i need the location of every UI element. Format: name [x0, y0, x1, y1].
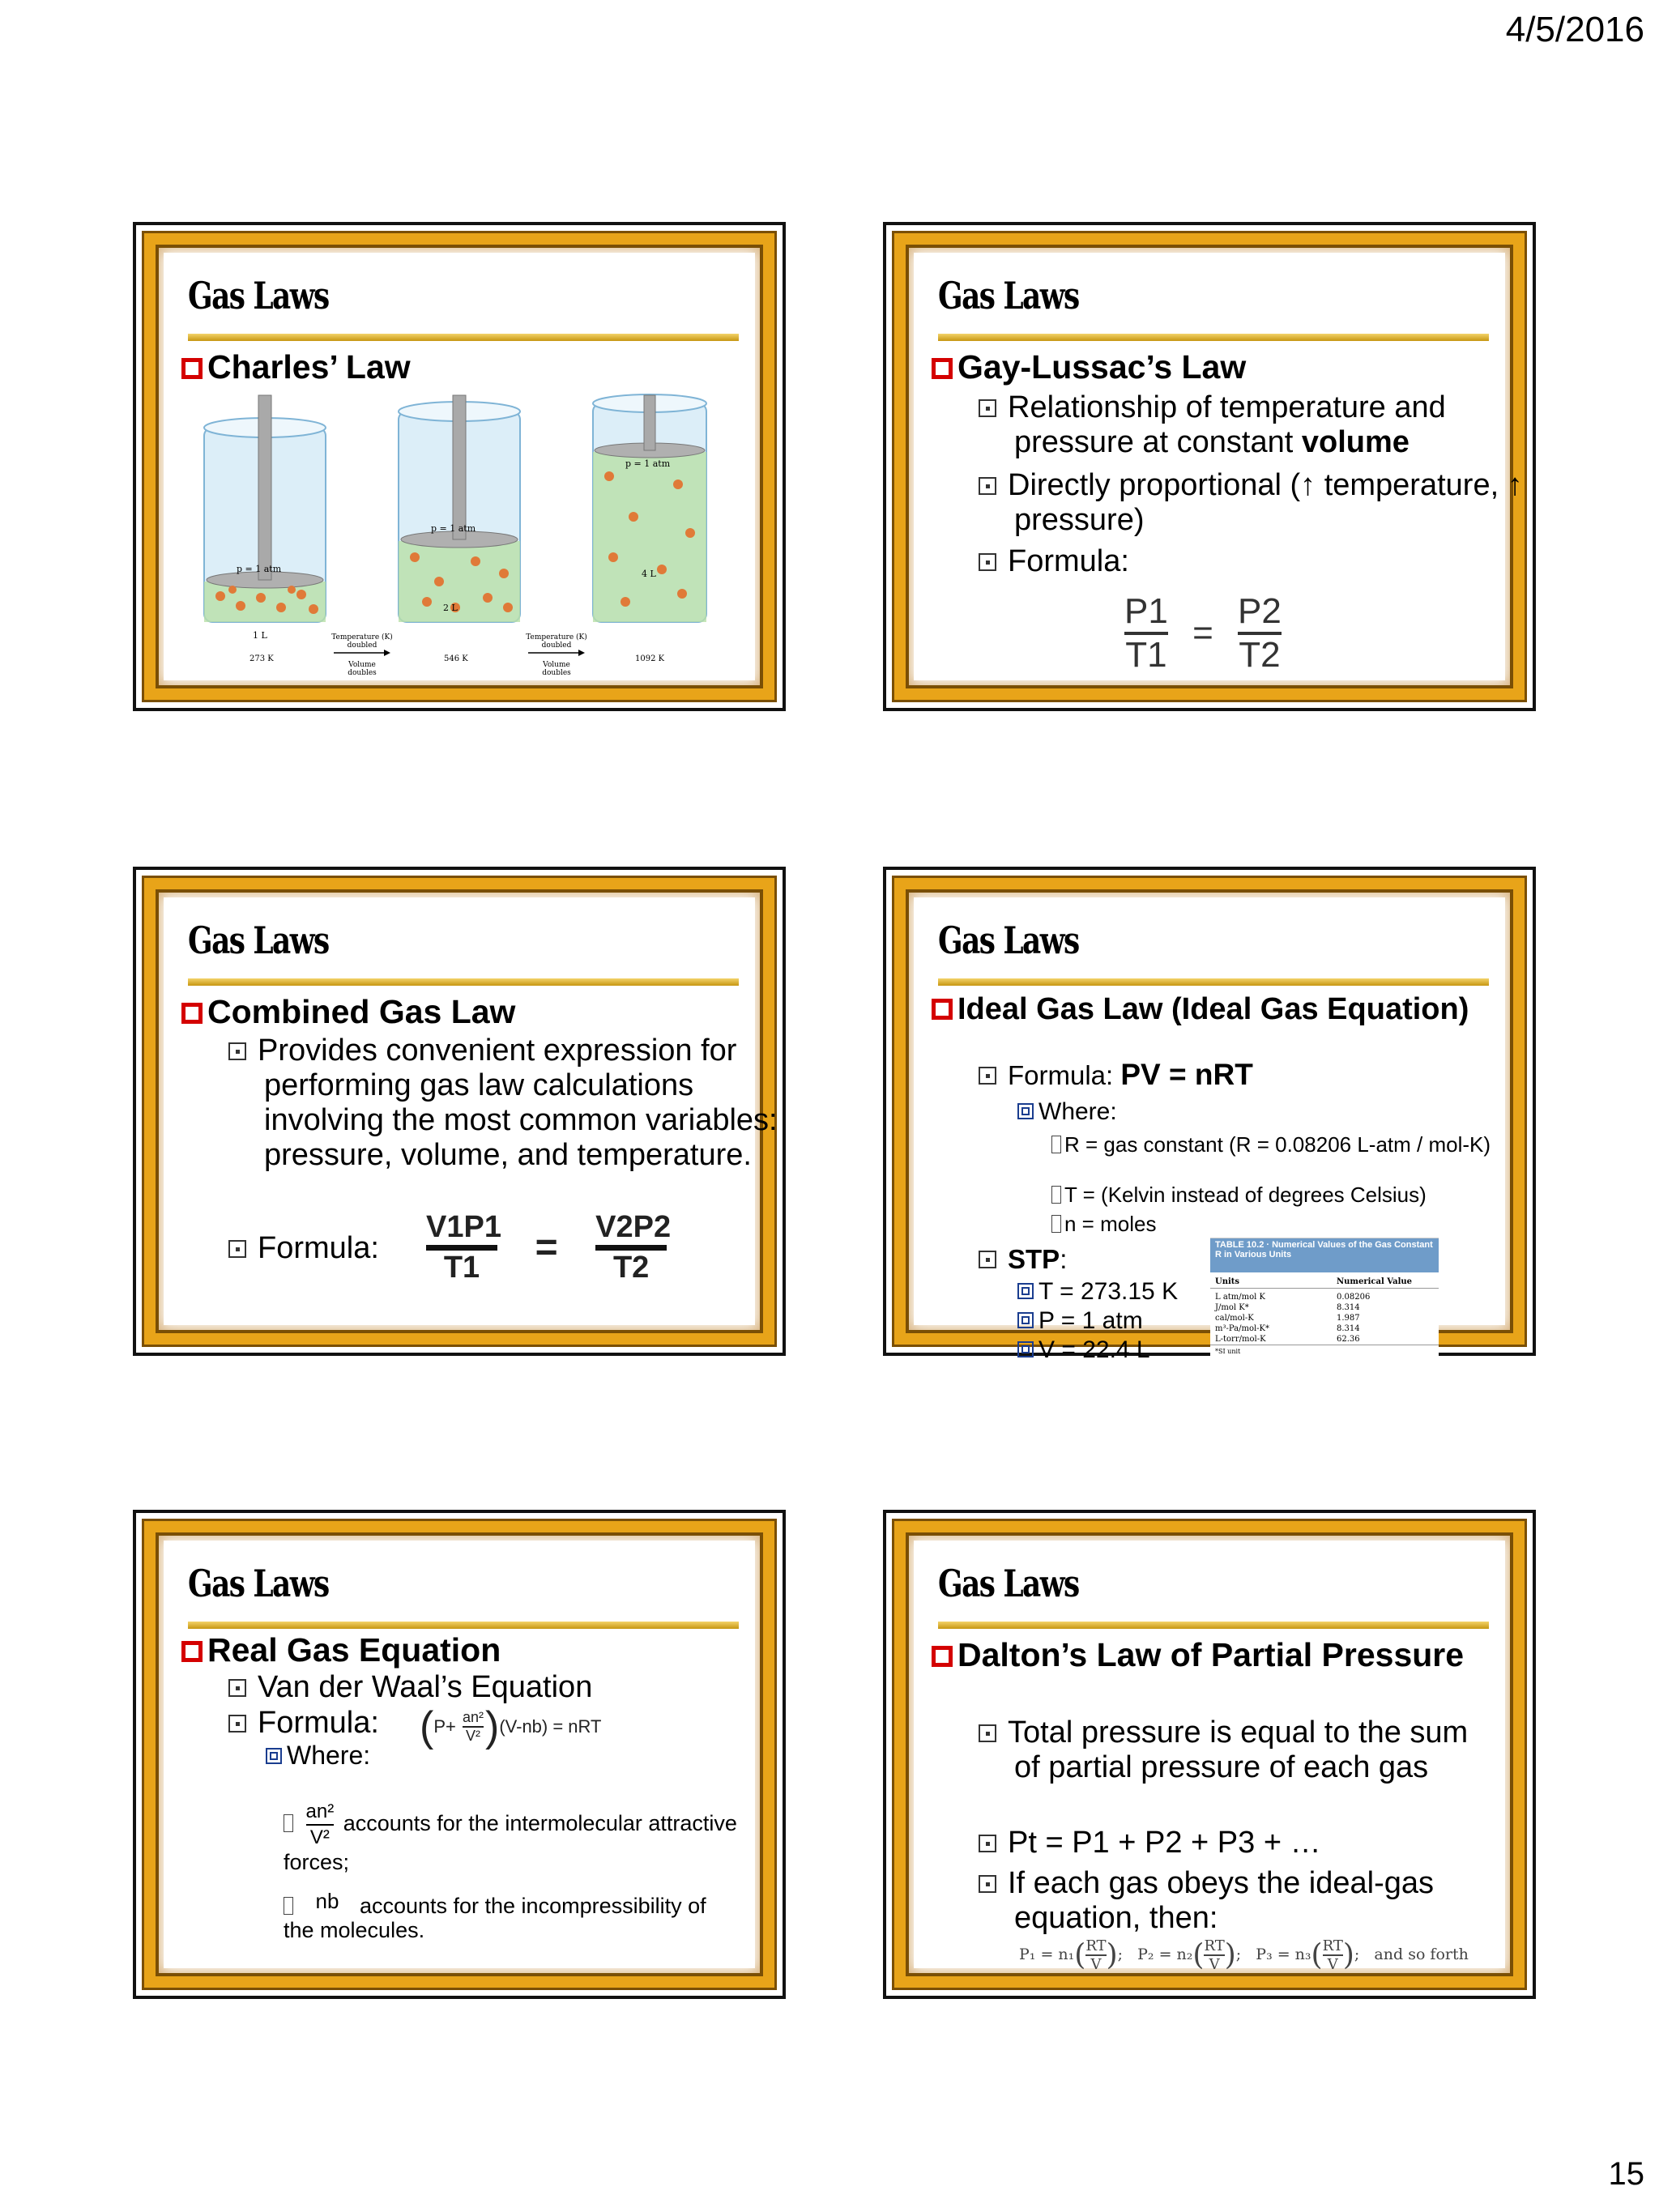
- slide-gay-lussac-law: [883, 222, 1536, 711]
- slide-heading: Real Gas Equation: [181, 1631, 501, 1669]
- slide-title: Gas Laws: [938, 918, 1079, 962]
- table-row: J/mol K* 8.314: [1215, 1303, 1360, 1312]
- r-definition: R = gas constant (R = 0.08206 L-atm / mol-K): [1051, 1134, 1526, 1155]
- table-row: m³-Pa/mol-K* 8.314: [1215, 1324, 1360, 1333]
- bullet-stp: STP:: [979, 1244, 1067, 1275]
- table-caption: TABLE 10.2 · Numerical Values of the Gas Constant R in Various Units: [1210, 1238, 1439, 1272]
- table-footnote: *SI unit: [1215, 1348, 1241, 1355]
- sub-bullet-icon: [979, 553, 996, 571]
- arrow-2-top-label: Temperature (K) doubled: [526, 633, 587, 650]
- missing-glyph-icon: [284, 1897, 293, 1915]
- bullet-box-icon: [932, 1646, 953, 1667]
- where-label: Where:: [266, 1743, 370, 1767]
- partial-pressure-equations: P₁ = n₁( $\frac{RT}{V}$ ); P₂ = n₂( $\frac{RT}{V}$ ); P₃ = n₃( $\frac{RT}{V}$ ); and so forth: [1019, 1937, 1469, 1973]
- missing-glyph-icon: [1051, 1186, 1061, 1204]
- bullet-box-icon: [932, 358, 953, 379]
- sub-bullet-icon: [228, 1042, 246, 1060]
- van-der-waals-formula: (P+ $\frac{\text{an²}}{\text{V²}}$ )(V-nb) = nRT: [420, 1703, 602, 1750]
- sub-sub-bullet-icon: [266, 1748, 282, 1764]
- bullet-relationship: Relationship of temperature and pressure at constant volume: [979, 390, 1533, 460]
- missing-glyph-icon: [1051, 1215, 1061, 1233]
- cylinder-1: [204, 395, 326, 622]
- bullet-formula: Formula:: [228, 1706, 379, 1741]
- term-incompressibility: nb accounts for the incompressibility of the molecules.: [284, 1889, 706, 1942]
- page-date: 4/5/2016: [1505, 10, 1644, 49]
- up-arrow-icon: ↑: [1300, 468, 1316, 502]
- title-rule: [938, 1622, 1489, 1629]
- table-col-units: Units: [1215, 1277, 1240, 1286]
- stp-pressure: P = 1 atm: [1017, 1309, 1143, 1333]
- sub-bullet-icon: [979, 477, 996, 495]
- sub-bullet-icon: [979, 1251, 996, 1268]
- slide-title: Gas Laws: [188, 274, 329, 318]
- slide-heading: Gay-Lussac’s Law: [932, 348, 1246, 386]
- sub-bullet-icon: [228, 1715, 246, 1733]
- sub-sub-bullet-icon: [1017, 1341, 1034, 1357]
- slide-title: Gas Laws: [938, 274, 1079, 318]
- bullet-box-icon: [932, 999, 953, 1020]
- slide-heading: Ideal Gas Law (Ideal Gas Equation): [932, 993, 1481, 1025]
- bullet-total-pressure: Total pressure is equal to the sum of partial pressure of each gas: [979, 1715, 1500, 1785]
- bullet-pt-equation: Pt = P1 + P2 + P3 + …: [979, 1826, 1321, 1860]
- up-arrow-icon: ↑: [1507, 468, 1523, 502]
- stp-volume: V = 22.4 L: [1017, 1338, 1150, 1362]
- bullet-formula: Formula:: [228, 1231, 379, 1266]
- sub-bullet-icon: [228, 1679, 246, 1697]
- arrow-2-bottom-label: Volume doubles: [542, 661, 571, 677]
- pressure-label-3: p = 1 atm: [625, 458, 671, 469]
- temp-label-3: 1092 K: [635, 654, 665, 663]
- slide-combined-gas-law: [133, 867, 786, 1356]
- pressure-label-2: p = 1 atm: [431, 523, 476, 534]
- table-row: cal/mol-K 1.987: [1215, 1314, 1360, 1323]
- title-rule: [188, 334, 739, 341]
- cylinder-2: [399, 395, 520, 622]
- pressure-label-1: p = 1 atm: [237, 564, 282, 574]
- bullet-box-icon: [181, 1003, 203, 1024]
- title-rule: [188, 978, 739, 986]
- temp-label-2: 546 K: [444, 654, 468, 663]
- title-rule: [938, 334, 1489, 341]
- arrow-1-top-label: Temperature (K) doubled: [331, 633, 393, 650]
- gay-lussac-formula: $\frac{P1}{T1}$ = $\frac{P2}{T2}$: [1124, 591, 1282, 675]
- sub-bullet-icon: [228, 1240, 246, 1258]
- table-row: L atm/mol K 0.08206: [1215, 1293, 1371, 1302]
- sub-bullet-icon: [979, 1835, 996, 1852]
- volume-label-3: 4 L: [642, 569, 656, 579]
- slide-ideal-gas-law: [883, 867, 1536, 1363]
- missing-glyph-icon: [284, 1814, 293, 1832]
- sub-bullet-icon: [979, 1875, 996, 1893]
- table-col-value: Numerical Value: [1337, 1277, 1413, 1286]
- bullet-formula: Formula:: [979, 544, 1129, 579]
- title-rule: [938, 978, 1489, 986]
- bullet-formula: Formula: PV = nRT: [979, 1059, 1253, 1091]
- bullet-ideal-gas-condition: If each gas obeys the ideal-gas equation, then:: [979, 1866, 1500, 1936]
- slide-heading: Charles’ Law: [181, 348, 411, 386]
- t-definition: T = (Kelvin instead of degrees Celsius): [1051, 1183, 1427, 1207]
- bullet-directly-proportional: Directly proportional (↑ temperature, ↑ pressure): [979, 468, 1533, 538]
- slide-heading: Dalton’s Law of Partial Pressure: [932, 1636, 1481, 1673]
- n-definition: n = moles: [1051, 1212, 1156, 1236]
- volume-label-1: 1 L: [253, 630, 267, 641]
- sub-sub-bullet-icon: [1017, 1103, 1034, 1119]
- slide-title: Gas Laws: [188, 1562, 329, 1605]
- volume-label-2: 2 L: [443, 603, 458, 613]
- temp-label-1: 273 K: [249, 654, 274, 663]
- slide-title: Gas Laws: [938, 1562, 1079, 1605]
- cylinder-3: [593, 394, 706, 622]
- slide-title: Gas Laws: [188, 918, 329, 962]
- gas-constant-table: [1210, 1238, 1439, 1376]
- missing-glyph-icon: [1051, 1136, 1061, 1153]
- table-row: L-torr/mol-K 62.36: [1210, 1334, 1439, 1345]
- slide-daltons-law: [883, 1510, 1536, 1999]
- sub-bullet-icon: [979, 1724, 996, 1742]
- page-number: 15: [1608, 2156, 1644, 2192]
- bullet-box-icon: [181, 1641, 203, 1662]
- combined-formula: V1P1 T1 = V2P2 T2: [426, 1210, 672, 1285]
- sub-bullet-icon: [979, 1067, 996, 1085]
- sub-bullet-icon: [979, 399, 996, 417]
- where-label: Where:: [1017, 1100, 1117, 1124]
- term-attractive-forces: $\frac{\text{an²}}{\text{V²}}$ accounts for the intermolecular attractive forces;: [284, 1801, 737, 1874]
- bullet-box-icon: [181, 358, 203, 379]
- slide-real-gas-equation: [133, 1510, 786, 1999]
- stp-temperature: T = 273.15 K: [1017, 1280, 1178, 1304]
- bullet-combined-description: Provides convenient expression for performing gas law calculations involving the most common variables: pressure, volume, and temperature.: [228, 1034, 783, 1173]
- bullet-van-der-waals: Van der Waal’s Equation: [228, 1670, 592, 1705]
- sub-sub-bullet-icon: [1017, 1283, 1034, 1299]
- arrow-1-bottom-label: Volume doubles: [348, 661, 377, 677]
- sub-sub-bullet-icon: [1017, 1312, 1034, 1328]
- title-rule: [188, 1622, 739, 1629]
- slide-charles-law: [133, 222, 786, 711]
- slide-heading: Combined Gas Law: [181, 993, 515, 1030]
